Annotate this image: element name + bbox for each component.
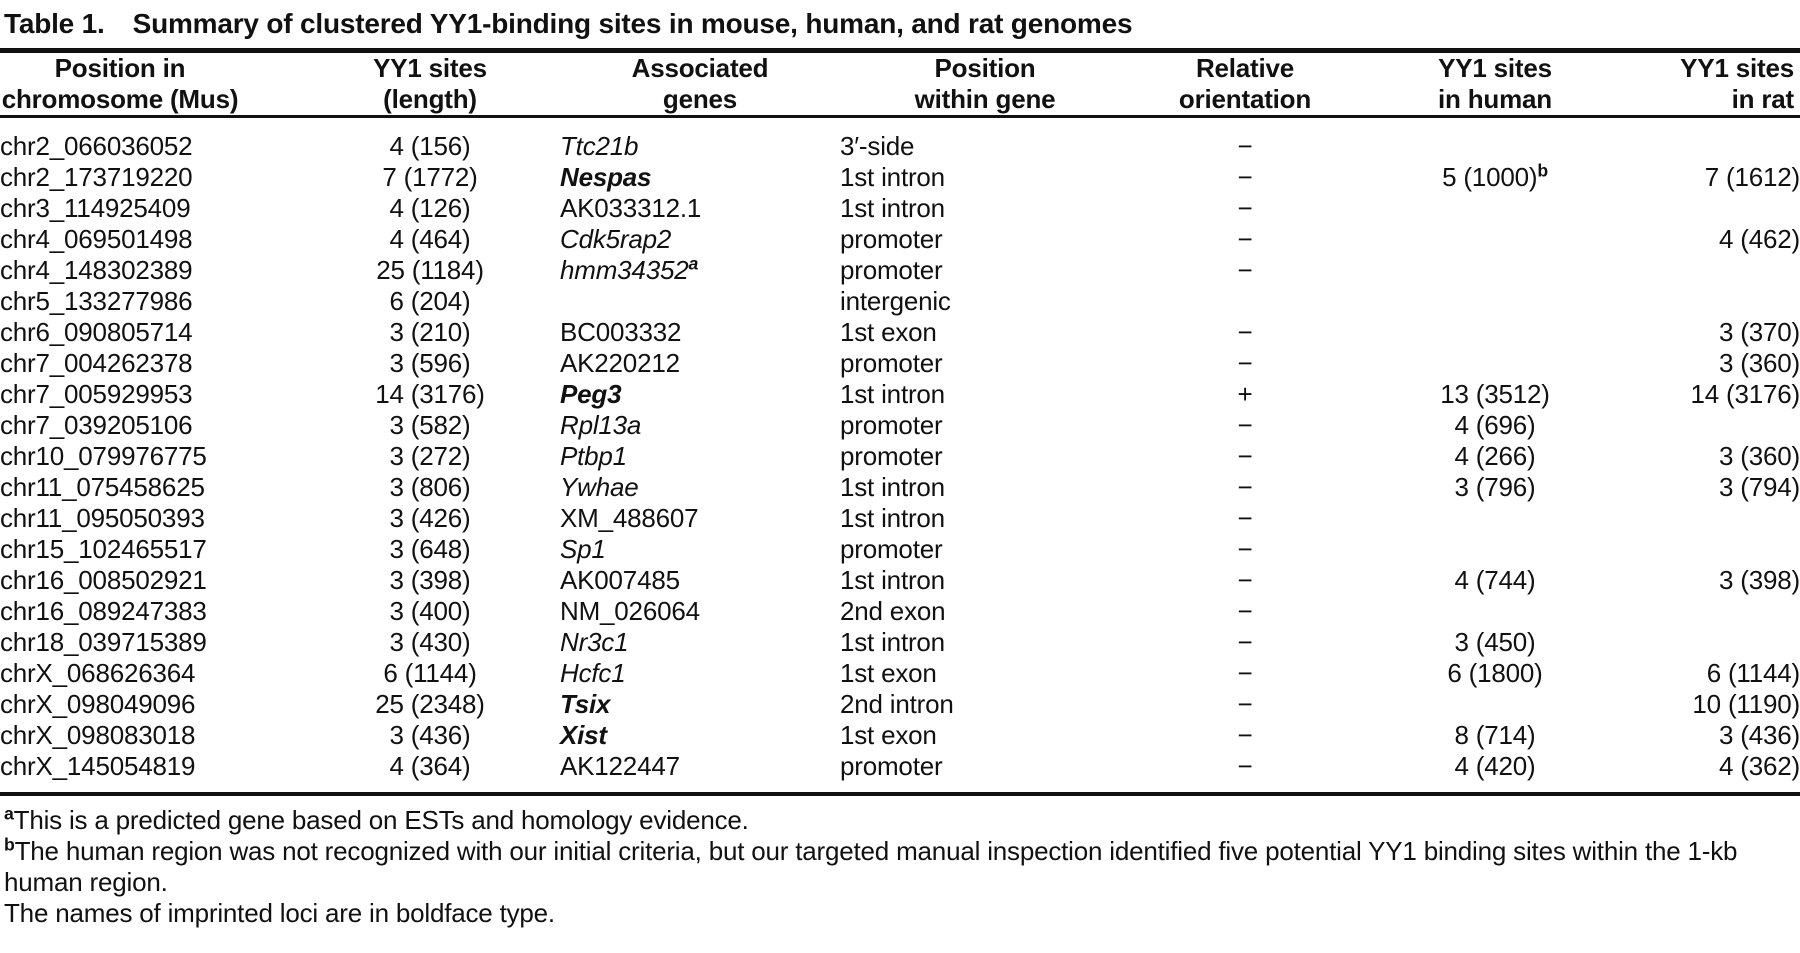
cell-orientation: − xyxy=(1237,193,1253,223)
cell-position: chr7_004262378 xyxy=(0,348,193,378)
cell-within-gene: 2nd exon xyxy=(840,596,946,626)
col-header-associated-genes xyxy=(560,53,840,117)
cell-within-gene: 1st intron xyxy=(840,472,945,502)
cell-sites: 4 (156) xyxy=(389,131,471,161)
cell-gene: Tsix xyxy=(560,689,611,719)
cell-rat xyxy=(1630,627,1800,658)
cell-position: chrX_098083018 xyxy=(0,720,196,750)
cell-within-gene: 1st intron xyxy=(840,379,945,409)
cell-position: chr7_039205106 xyxy=(0,410,193,440)
cell-orientation: − xyxy=(1237,441,1253,471)
cell-within-gene: 1st intron xyxy=(840,162,945,192)
cell-within-gene: promoter xyxy=(840,410,943,440)
cell-gene: BC003332 xyxy=(560,317,682,347)
col-header-line: Position in xyxy=(54,53,186,83)
cell-position: chr18_039715389 xyxy=(0,627,207,657)
cell-sites: 3 (648) xyxy=(389,534,471,564)
cell-gene: Sp1 xyxy=(560,534,606,564)
cell-sites: 4 (364) xyxy=(389,751,471,781)
col-header-line: Associated xyxy=(631,53,769,83)
cell-gene: Ptbp1 xyxy=(560,441,627,471)
col-header-yy1-sites-rat xyxy=(1630,53,1800,117)
cell-sites: 3 (430) xyxy=(389,627,471,657)
col-header-line: within gene xyxy=(914,84,1056,114)
cell-position: chr11_075458625 xyxy=(0,472,205,502)
cell-human xyxy=(1360,224,1630,255)
cell-rat xyxy=(1630,193,1800,224)
table-header xyxy=(0,53,1800,117)
col-header-yy1-sites-human xyxy=(1360,53,1630,117)
cell-within-gene: 2nd intron xyxy=(840,689,954,719)
footnote-a xyxy=(4,805,1800,836)
cell-position: chr6_090805714 xyxy=(0,317,193,347)
cell-position: chrX_098049096 xyxy=(0,689,196,719)
table-row xyxy=(0,503,1800,534)
superscript-marker: b xyxy=(1537,160,1548,181)
table-row xyxy=(0,565,1800,596)
cell-within-gene: 1st intron xyxy=(840,627,945,657)
col-header-line: Position xyxy=(934,53,1036,83)
table-body xyxy=(0,117,1800,793)
cell-rat xyxy=(1630,117,1800,163)
cell-human: 13 (3512) xyxy=(1440,379,1550,409)
cell-within-gene: promoter xyxy=(840,534,943,564)
cell-orientation: − xyxy=(1237,751,1253,781)
table-row xyxy=(0,286,1800,317)
cell-sites: 25 (2348) xyxy=(375,689,485,719)
yy1-binding-sites-table xyxy=(0,53,1800,792)
table-row xyxy=(0,472,1800,503)
col-header-position-chromosome xyxy=(0,53,300,117)
cell-within-gene: promoter xyxy=(840,348,943,378)
cell-human: 5 $(1000)^b$ xyxy=(1442,160,1548,192)
cell-gene: AK033312.1 xyxy=(560,193,702,223)
cell-gene: Nr3c1 xyxy=(560,627,629,657)
cell-gene: AK220212 xyxy=(560,348,680,378)
cell-sites: 6 (1144) xyxy=(383,658,477,688)
cell-within-gene: 1st intron xyxy=(840,193,945,223)
table-row xyxy=(0,627,1800,658)
cell-gene: hmm34352$^a$ xyxy=(560,253,699,285)
table-row xyxy=(0,689,1800,720)
cell-rat xyxy=(1630,503,1800,534)
table-row xyxy=(0,193,1800,224)
cell-human xyxy=(1360,286,1630,317)
cell-within-gene: promoter xyxy=(840,224,943,254)
col-header-line: (length) xyxy=(383,84,477,114)
cell-human xyxy=(1360,255,1630,286)
cell-human: 3 (796) xyxy=(1454,472,1536,502)
cell-rat xyxy=(1630,410,1800,441)
cell-sites: 3 (272) xyxy=(389,441,471,471)
cell-human: 6 (1800) xyxy=(1447,658,1543,688)
table-row xyxy=(0,410,1800,441)
cell-sites: 3 (400) xyxy=(389,596,471,626)
cell-rat xyxy=(1630,255,1800,286)
table-row xyxy=(0,317,1800,348)
cell-rat: 7 (1612) xyxy=(1704,162,1800,192)
cell-position: chr16_089247383 xyxy=(0,596,207,626)
table-number: Table 1. xyxy=(4,8,105,39)
cell-orientation: − xyxy=(1237,689,1253,719)
cell-within-gene: 1st intron xyxy=(840,503,945,533)
cell-position: chr7_005929953 xyxy=(0,379,193,409)
cell-human: 4 (696) xyxy=(1454,410,1536,440)
cell-rat: 3 (436) xyxy=(1719,720,1800,750)
cell-human xyxy=(1360,117,1630,163)
table-caption-text: Summary of clustered YY1-binding sites in mouse, human, and rat genomes xyxy=(132,8,1133,39)
cell-rat: 3 (794) xyxy=(1719,472,1800,502)
cell-orientation: − xyxy=(1237,503,1253,533)
cell-human: 8 (714) xyxy=(1454,720,1536,750)
table-row xyxy=(0,441,1800,472)
superscript-marker: a xyxy=(688,253,699,274)
table-row xyxy=(0,379,1800,410)
cell-orientation: − xyxy=(1237,317,1253,347)
cell-orientation: − xyxy=(1237,720,1253,750)
col-header-line: Relative xyxy=(1195,53,1295,83)
cell-rat: 6 (1144) xyxy=(1706,658,1800,688)
cell-gene: Nespas xyxy=(560,162,652,192)
table-row xyxy=(0,224,1800,255)
cell-human: 4 (420) xyxy=(1454,751,1536,781)
cell-human xyxy=(1360,596,1630,627)
col-header-line: YY1 sites xyxy=(1680,53,1794,83)
cell-position: chr2_066036052 xyxy=(0,131,193,161)
table-row xyxy=(0,720,1800,751)
cell-gene: Ttc21b xyxy=(560,131,639,161)
cell-human: 4 (744) xyxy=(1454,565,1536,595)
cell-sites: 3 (426) xyxy=(389,503,471,533)
cell-gene: AK007485 xyxy=(560,565,680,595)
cell-orientation: − xyxy=(1237,658,1253,688)
cell-position: chrX_145054819 xyxy=(0,751,196,781)
cell-within-gene: intergenic xyxy=(840,286,951,316)
cell-gene: Rpl13a xyxy=(560,410,642,440)
cell-position: chr11_095050393 xyxy=(0,503,205,533)
cell-orientation: − xyxy=(1237,348,1253,378)
footnote-a-text: This is a predicted gene based on ESTs and homology evidence. xyxy=(13,805,749,835)
cell-rat xyxy=(1630,534,1800,565)
cell-sites: 3 (210) xyxy=(389,317,471,347)
cell-human: 4 (266) xyxy=(1454,441,1536,471)
cell-sites: 6 (204) xyxy=(389,286,471,316)
cell-sites: 3 (596) xyxy=(389,348,471,378)
cell-within-gene: 1st intron xyxy=(840,565,945,595)
cell-within-gene: promoter xyxy=(840,751,943,781)
cell-orientation: − xyxy=(1237,255,1253,285)
table-bottom-rule xyxy=(0,792,1800,796)
cell-gene: Xist xyxy=(560,720,607,750)
col-header-line: YY1 sites xyxy=(373,53,487,83)
cell-rat xyxy=(1630,596,1800,627)
cell-sites: 3 (806) xyxy=(389,472,471,502)
cell-rat: 3 (360) xyxy=(1719,348,1800,378)
table-row xyxy=(0,348,1800,379)
cell-rat: 3 (398) xyxy=(1719,565,1800,595)
cell-within-gene: promoter xyxy=(840,255,943,285)
cell-sites: 4 (464) xyxy=(389,224,471,254)
cell-rat: 3 (370) xyxy=(1719,317,1800,347)
table-row xyxy=(0,751,1800,792)
cell-within-gene: promoter xyxy=(840,441,943,471)
table-row xyxy=(0,162,1800,193)
cell-rat: 3 (360) xyxy=(1719,441,1800,471)
cell-human: 3 (450) xyxy=(1454,627,1536,657)
table-row xyxy=(0,658,1800,689)
col-header-relative-orientation xyxy=(1130,53,1360,117)
cell-orientation: − xyxy=(1237,627,1253,657)
cell-orientation: − xyxy=(1237,162,1253,192)
cell-orientation: − xyxy=(1237,472,1253,502)
col-header-line: genes xyxy=(662,84,738,114)
cell-within-gene: 1st exon xyxy=(840,317,937,347)
cell-human xyxy=(1360,348,1630,379)
cell-human xyxy=(1360,503,1630,534)
col-header-line: orientation xyxy=(1178,84,1312,114)
header-row xyxy=(0,53,1800,117)
cell-orientation xyxy=(1130,286,1360,317)
cell-within-gene: 1st exon xyxy=(840,720,937,750)
cell-gene: Ywhae xyxy=(560,472,639,502)
cell-position: chr2_173719220 xyxy=(0,162,193,192)
cell-gene: Cdk5rap2 xyxy=(560,224,672,254)
col-header-position-within-gene xyxy=(840,53,1130,117)
col-header-line: in human xyxy=(1438,84,1552,114)
cell-orientation: − xyxy=(1237,131,1253,161)
cell-position: chr10_079976775 xyxy=(0,441,207,471)
cell-sites: 3 (436) xyxy=(389,720,471,750)
cell-rat xyxy=(1630,286,1800,317)
cell-sites: 7 (1772) xyxy=(382,162,478,192)
cell-position: chr16_008502921 xyxy=(0,565,207,595)
cell-position: chr4_069501498 xyxy=(0,224,193,254)
cell-human xyxy=(1360,689,1630,720)
cell-sites: 3 (398) xyxy=(389,565,471,595)
cell-human xyxy=(1360,317,1630,348)
cell-human xyxy=(1360,534,1630,565)
cell-position: chr3_114925409 xyxy=(0,193,191,223)
cell-gene: Hcfc1 xyxy=(560,658,626,688)
cell-sites: 4 (126) xyxy=(389,193,471,223)
col-header-line: in rat xyxy=(1731,84,1794,114)
footnote-a-marker: a xyxy=(4,803,14,824)
cell-orientation: − xyxy=(1237,224,1253,254)
table-row xyxy=(0,596,1800,627)
footnote-boldface-note: The names of imprinted loci are in boldface type. xyxy=(4,898,555,928)
cell-gene: XM_488607 xyxy=(560,503,699,533)
footnotes xyxy=(0,805,1800,929)
cell-orientation: − xyxy=(1237,596,1253,626)
cell-gene xyxy=(560,286,840,317)
cell-within-gene: 1st exon xyxy=(840,658,937,688)
table-row xyxy=(0,117,1800,163)
cell-rat: 10 (1190) xyxy=(1692,689,1800,719)
cell-rat: 4 (462) xyxy=(1719,224,1800,254)
cell-orientation: − xyxy=(1237,534,1253,564)
cell-gene: Peg3 xyxy=(560,379,622,409)
cell-position: chr15_102465517 xyxy=(0,534,207,564)
cell-rat: 4 (362) xyxy=(1719,751,1800,781)
cell-orientation: − xyxy=(1237,410,1253,440)
cell-within-gene: 3′-side xyxy=(840,131,915,161)
col-header-line: YY1 sites xyxy=(1438,53,1552,83)
cell-sites: 25 (1184) xyxy=(376,255,484,285)
cell-gene: NM_026064 xyxy=(560,596,700,626)
cell-gene: AK122447 xyxy=(560,751,680,781)
col-header-yy1-sites-length xyxy=(300,53,560,117)
table-caption xyxy=(0,6,1800,42)
footnote-b-text: The human region was not recognized with our initial criteria, but our targeted manual inspection identified five potential YY1 binding sites within the 1-kb human region. xyxy=(4,836,1738,897)
footnote-b xyxy=(4,836,1800,898)
cell-position: chr5_133277986 xyxy=(0,286,193,316)
col-header-line: chromosome (Mus) xyxy=(1,84,239,114)
table-row xyxy=(0,255,1800,286)
cell-sites: 3 (582) xyxy=(389,410,471,440)
cell-sites: 14 (3176) xyxy=(375,379,485,409)
cell-position: chrX_068626364 xyxy=(0,658,196,688)
cell-orientation: + xyxy=(1237,379,1253,409)
cell-rat: 14 (3176) xyxy=(1690,379,1800,409)
cell-human xyxy=(1360,193,1630,224)
footnote-b-marker: b xyxy=(4,834,15,855)
cell-orientation: − xyxy=(1237,565,1253,595)
table-row xyxy=(0,534,1800,565)
cell-position: chr4_148302389 xyxy=(0,255,193,285)
